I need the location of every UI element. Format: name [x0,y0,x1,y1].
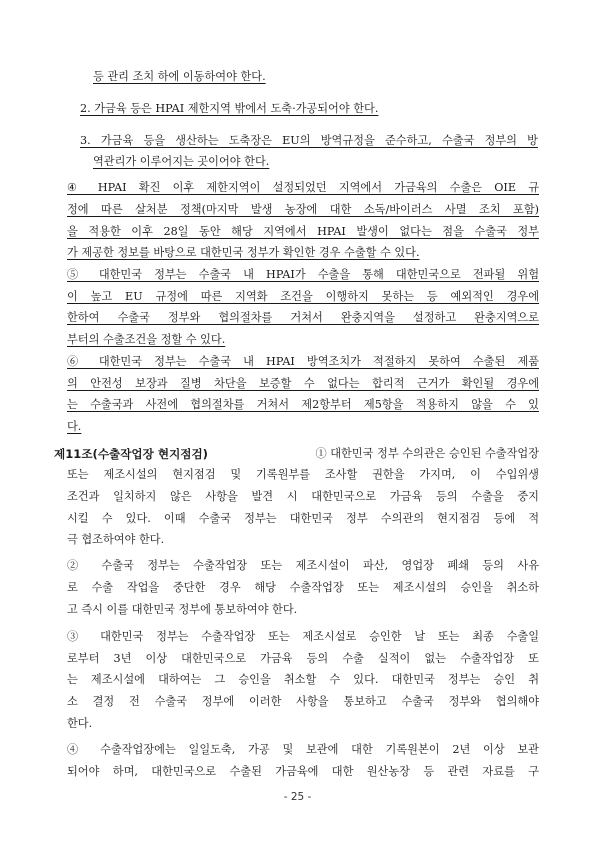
article11-p1-line: 또는 제조시설의 현지점검 및 기록원부를 조사할 권한을 가지며, 이 수입위생 [67,468,539,481]
article11-p4-line: ④ 수출작업장에는 일일도축, 가공 및 보관에 대한 기록원본이 2년 이상 보관 [67,743,539,756]
article11-p2-line: ② 수출국 정부는 수출작업장 또는 제조시설이 파산, 영업장 폐쇄 등의 사유 [67,559,539,572]
article11-p1-line: 조건과 일치하지 않은 사항을 발견 시 대한민국으로 가금육 등의 수출을 중지 [67,490,539,503]
page-number: - 25 - [283,791,312,803]
article11-p3-line: 는 제조시설에 대하여는 그 승인을 취소할 수 있다. 대한민국 정부는 승인 취 [67,673,539,686]
article-title: 제11조(수출작업장 현지점검) [54,447,208,461]
para6-line: 의 안전성 보장과 질병 차단을 보증할 수 없다는 합리적 근거가 확인될 경우에 [67,377,539,390]
para4-line: 가 제공한 정보를 바탕으로 대한민국 정부가 확인한 경우 수출할 수 있다. [67,246,420,259]
article11-p3-line: 로부터 3년 이상 대한민국으로 가금육 등의 수출 실적이 없는 수출작업장 또 [67,652,539,665]
article11-p3-line: ③ 대한민국 정부는 수출작업장 또는 제조시설로 승인한 날 또는 최종 수출일 [67,630,539,643]
article11-p3-line: 소 결정 전 수출국 정부에 이러한 사항을 통보하고 수출국 정부와 협의해야 [67,695,539,708]
article11-p1-line: 시킬 수 있다. 이때 수출국 정부는 대한민국 정부 수의관의 현지점검 등에 적 [67,512,539,525]
article11-p3-line: 한다. [67,717,93,730]
para6-line: ⑥ 대한민국 정부는 수출국 내 HPAI 방역조치가 적절하지 못하여 수출된 제품 [67,355,539,368]
article11-first-line [54,446,539,462]
text-line: 등 관리 조치 하에 이동하여야 한다. [93,70,266,83]
para6-line: 는 수출국과 사전에 협의절차를 거쳐서 제2항부터 제5항을 적용하지 않을 수 있 [67,398,539,411]
article11-p4-line: 되어야 하며, 대한민국으로 수출된 가금육에 대한 원산농장 등 관련 자료를 구 [67,765,539,778]
list-item-2: 2. 가금육 등은 HPAI 제한지역 밖에서 도축·가공되어야 한다. [80,102,379,115]
para4-line: 정에 따른 살처분 정책(마지막 발생 농장에 대한 소독/바이러스 사멸 조치 포함) [67,203,539,216]
list-item-3: 3. 가금육 등을 생산하는 도축장은 EU의 방역규정을 준수하고, 수출국 정부의 방 [80,134,538,147]
article11-p1-line: 극 협조하여야 한다. [67,533,165,546]
para6-line: 다. [67,420,82,433]
article11-p1-line: ① 대한민국 정부 수의관은 승인된 수출작업장 [315,447,539,460]
para4-line: 을 적용한 이후 28일 동안 해당 지역에서 HPAI 발생이 없다는 점을 수출국 정부 [67,225,539,238]
article11-p2-line: 로 수출 작업을 중단한 경우 해당 수출작업장 또는 제조시설의 승인을 취소하 [67,581,539,594]
para5-line: 이 높고 EU 규정에 따른 지역화 조건을 이행하지 못하는 등 예외적인 경우에 [67,290,539,303]
para5-line: 부터의 수출조건을 정할 수 있다. [67,333,226,346]
para4-line: ④ HPAI 확진 이후 제한지역이 설정되었던 지역에서 가금육의 수출은 OIE 규 [67,181,539,194]
article11-p2-line: 고 즉시 이를 대한민국 정부에 통보하여야 한다. [67,603,298,616]
para5-line: ⑤ 대한민국 정부는 수출국 내 HPAI가 수출을 통해 대한민국으로 전파될 위험 [67,268,539,281]
para5-line: 한하여 수출국 정부와 협의절차를 거쳐서 완충지역을 설정하고 완충지역으로 [67,311,539,324]
list-item-3-cont: 역관리가 이루어지는 곳이어야 한다. [93,155,270,168]
